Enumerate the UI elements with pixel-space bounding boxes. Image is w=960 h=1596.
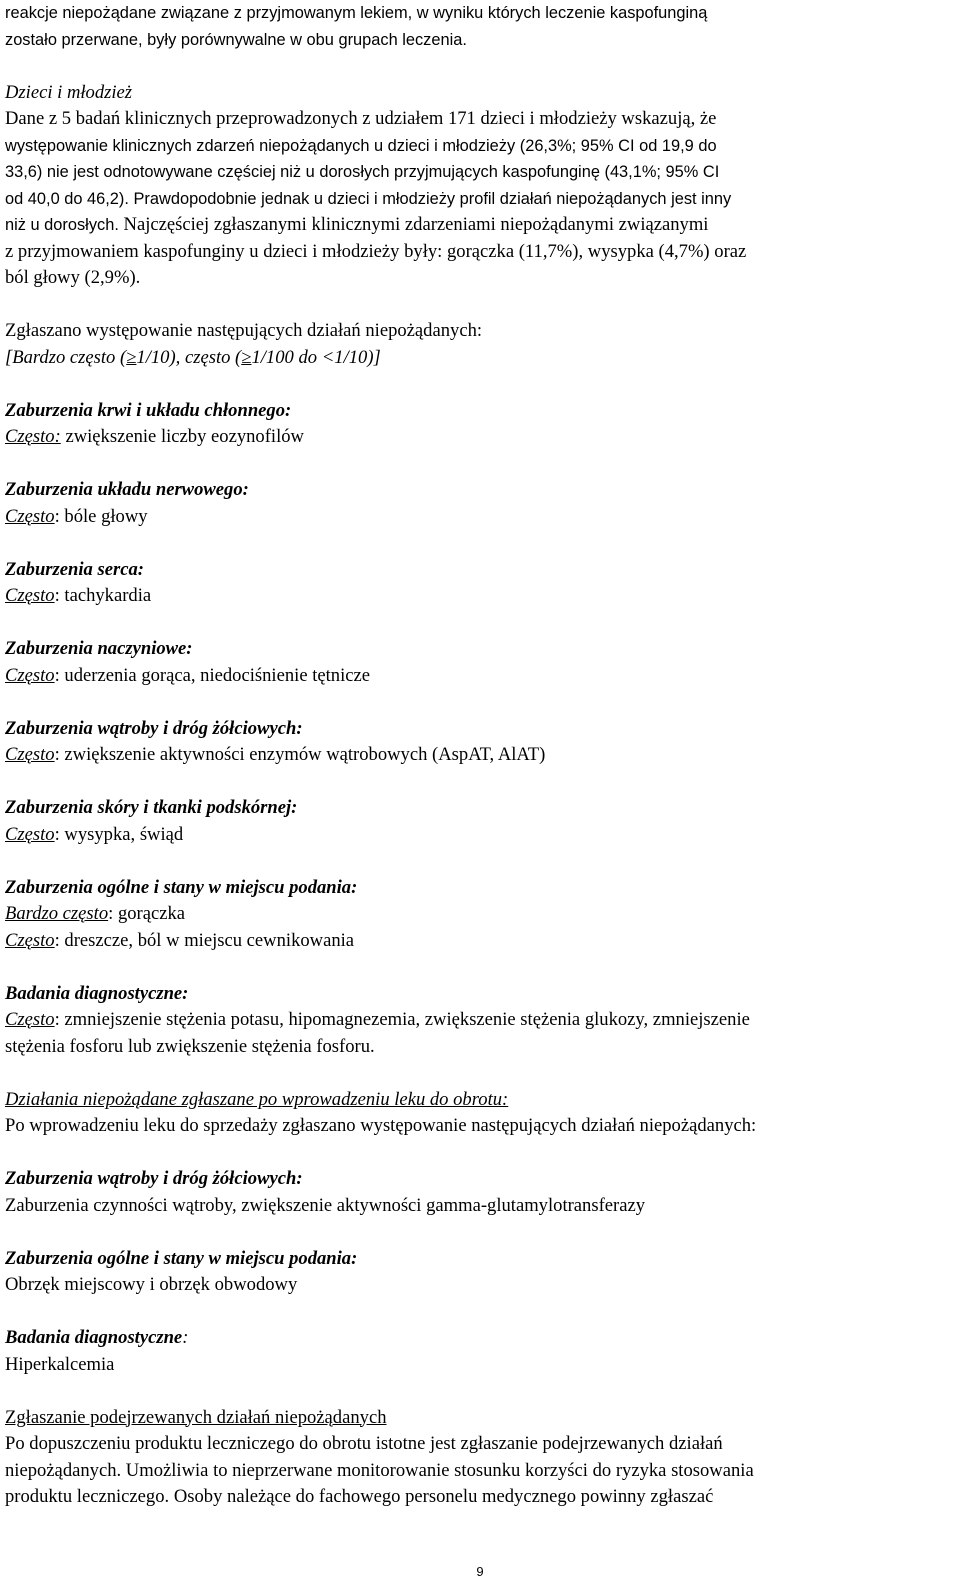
effect-text: gorączka [117,903,186,924]
postmarketing-text-general: Obrzęk miejscowy i obrzęk obwodowy [5,1274,298,1295]
children-paragraph-line-1: Dane z 5 badań klinicznych przeprowadzonych z udziałem 171 dzieci i młodzieży wskazują, że [5,108,717,129]
separator: : [108,903,118,924]
children-paragraph-line-7: ból głowy (2,9%). [5,267,141,288]
frequency-ge-symbol-2: ≥ [241,346,252,368]
section-entry-blood [5,424,950,451]
children-paragraph-line-3: 33,6) nie jest odnotowywane częściej niż u dorosłych przyjmujących kaspofunginę (43,1%; 95% CI [5,163,720,181]
effect-text: dreszcze, ból w miejscu cewnikowania [64,929,355,951]
section-entry-nervous [5,504,950,531]
reporting-line-2: niepożądanych. Umożliwia to nieprzerwane monitorowanie stosunku korzyści do ryzyka stosowania [5,1459,754,1481]
page-number: 9 [476,1564,484,1579]
spacer [5,769,950,796]
frequency-legend [5,345,950,372]
spacer [5,1060,950,1087]
reported-intro: Zgłaszano występowanie następujących działań niepożądanych: [5,320,483,341]
children-heading: Dzieci i młodzież [5,81,133,103]
children-paragraph-line-6: z przyjmowaniem kaspofunginy u dzieci i młodzieży były: gorączka (11,7%), wysypka (4,7%) oraz [5,240,747,262]
postmarketing-intro: Po wprowadzeniu leku do sprzedaży zgłaszano występowanie następujących działań niepożądanych: [5,1115,757,1136]
frequency-label: Często [5,823,55,845]
frequency-label: Często [5,585,55,606]
spacer [5,53,950,80]
children-paragraph-line-5a: niż u dorosłych. [5,216,119,234]
effect-text: zmniejszenie stężenia potasu, hipomagnezemia, zwiększenie stężenia glukozy, zmniejszenie [64,1009,750,1030]
spacer [5,451,950,478]
postmarketing-heading: Działania niepożądane zgłaszane po wprowadzeniu leku do obrotu: [5,1088,509,1110]
separator: : [54,1009,65,1030]
spacer [5,292,950,319]
postmarketing-title-diagnostics [5,1325,950,1352]
frequency-ge-symbol-1: ≥ [126,346,137,368]
postmarketing-title-liver: Zaburzenia wątroby i dróg żółciowych: [5,1168,303,1189]
spacer [5,610,950,637]
reporting-line-3: produktu leczniczego. Osoby należące do fachowego personelu medycznego powinny zgłaszać [5,1486,714,1507]
effect-text: zwiększenie liczby eozynofilów [65,426,304,447]
section-entry-diagnostics [5,1007,950,1034]
frequency-label: Często: [5,426,61,447]
effect-text: tachykardia [64,585,152,606]
postmarketing-text-diagnostics: Hiperkalcemia [5,1353,115,1375]
spacer [5,371,950,398]
section-title-nervous: Zaburzenia układu nerwowego: [5,479,249,500]
effect-text: bóle głowy [64,505,148,527]
postmarketing-title-general: Zaburzenia ogólne i stany w miejscu podania: [5,1247,358,1269]
children-paragraph-line-5b: Najczęściej zgłaszanymi klinicznymi zdarzeniami niepożądanymi związanymi [118,214,709,235]
section-entry-heart [5,583,950,610]
section-entry-diagnostics-cont: stężenia fosforu lub zwiększenie stężenia fosforu. [5,1035,375,1057]
effect-text: zwiększenie aktywności enzymów wątrobowych (AspAT, AlAT) [64,744,546,765]
section-entry-vascular [5,663,950,690]
children-paragraph-line-4: od 40,0 do 46,2). Prawdopodobnie jednak u dzieci i młodzieży profil działań niepożądanych jest inny [5,189,732,208]
separator: : [54,823,65,845]
spacer [5,530,950,557]
postmarketing-text-liver: Zaburzenia czynności wątroby, zwiększenie aktywności gamma-glutamylotransferazy [5,1194,646,1216]
frequency-legend-part-a: [Bardzo często ( [5,346,127,368]
frequency-legend-part-c: 1/100 do <1/10)] [251,346,381,368]
section-entry-general-2 [5,928,950,955]
section-title-diagnostics: Badania diagnostyczne: [5,982,189,1004]
frequency-legend-part-b: 1/10), często ( [136,346,242,368]
reporting-line-1: Po dopuszczeniu produktu leczniczego do obrotu istotne jest zgłaszanie podejrzewanych działań [5,1433,723,1454]
section-entry-general-1 [5,901,950,928]
intro-line-1: reakcje niepożądane związane z przyjmowanym lekiem, w wyniku których leczenie kaspofunginą [5,4,708,22]
section-entry-skin [5,822,950,849]
postmarketing-title-diagnostics-text: Badania diagnostyczne [5,1327,183,1348]
postmarketing-title-diagnostics-colon: : [182,1327,189,1348]
document-page [5,0,950,1511]
section-title-skin: Zaburzenia skóry i tkanki podskórnej: [5,797,298,818]
spacer [5,1140,950,1167]
separator: : [54,744,65,765]
intro-line-2: zostało przerwane, były porównywalne w obu grupach leczenia. [5,30,467,49]
section-title-vascular: Zaburzenia naczyniowe: [5,638,193,659]
separator: : [54,664,65,686]
frequency-label: Często [5,744,55,765]
spacer [5,954,950,981]
reporting-heading: Zgłaszanie podejrzewanych działań niepożądanych [5,1406,387,1428]
spacer [5,848,950,875]
frequency-label: Często [5,929,55,951]
section-entry-liver [5,742,950,769]
spacer [5,1219,950,1246]
children-paragraph-line-2: występowanie klinicznych zdarzeń niepożądanych u dzieci i młodzieży (26,3%; 95% CI od 19,9 do [5,136,717,155]
section-title-general: Zaburzenia ogólne i stany w miejscu podania: [5,876,358,898]
section-title-blood: Zaburzenia krwi i układu chłonnego: [5,399,292,421]
spacer [5,689,950,716]
section-title-liver: Zaburzenia wątroby i dróg żółciowych: [5,717,303,739]
children-paragraph-line-5 [5,212,950,239]
frequency-label: Bardzo często [5,903,109,924]
frequency-label: Często [5,505,55,527]
spacer [5,1378,950,1405]
separator: : [54,929,65,951]
frequency-label: Często [5,664,55,686]
effect-text: wysypka, świąd [64,823,184,845]
spacer [5,1299,950,1326]
separator: : [54,505,65,527]
section-title-heart: Zaburzenia serca: [5,558,144,580]
effect-text: uderzenia gorąca, niedociśnienie tętnicze [64,664,371,686]
frequency-label: Często [5,1009,55,1030]
separator: : [54,585,65,606]
